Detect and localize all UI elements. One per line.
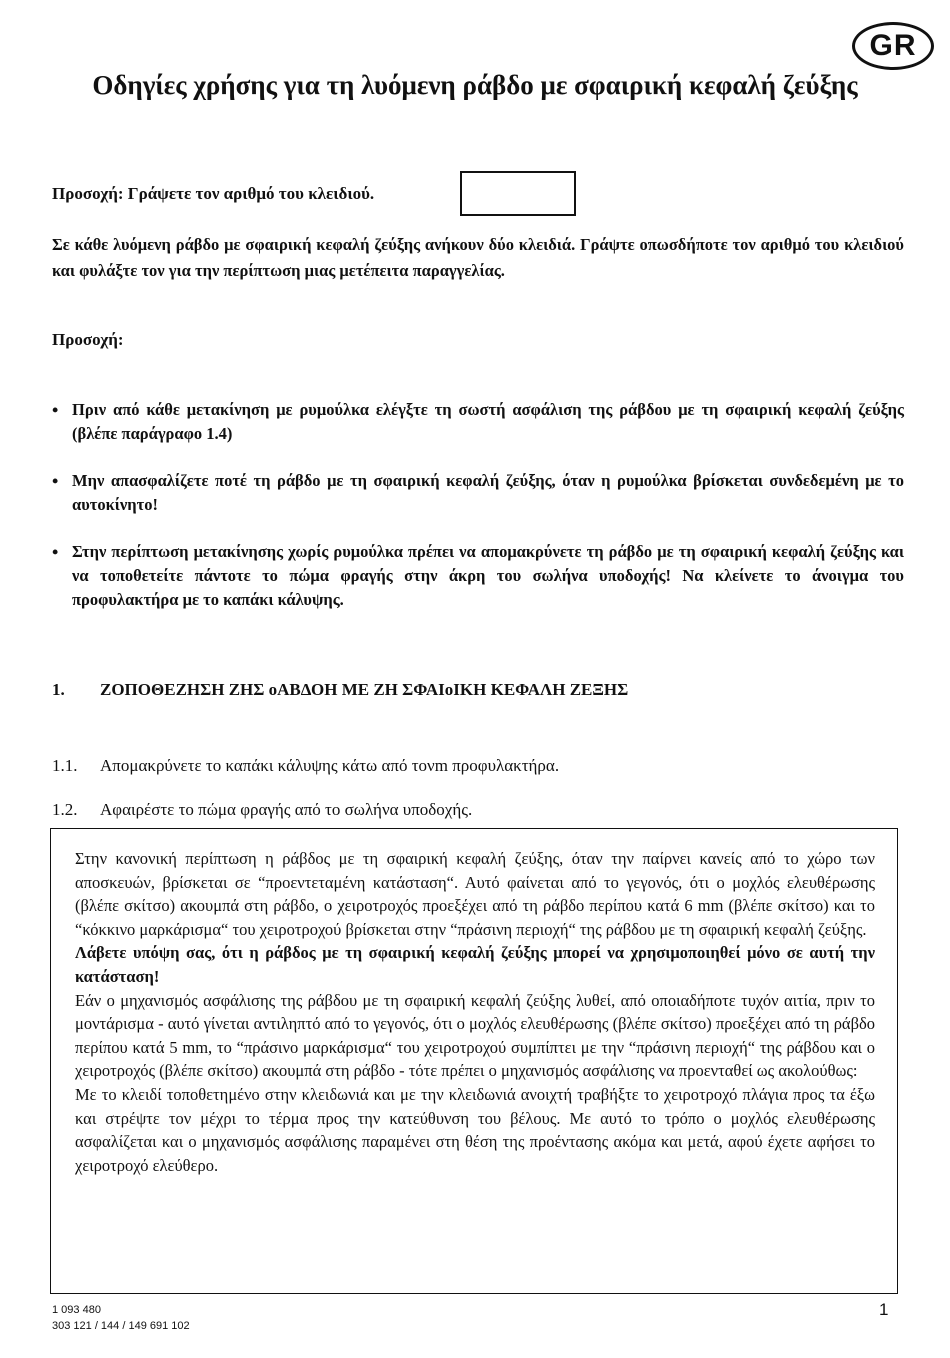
- step-number: 1.2.: [52, 800, 78, 819]
- step-text: Αφαιρέστε το πώμα φραγής από το σωλήνα υποδοχής.: [100, 800, 473, 819]
- note-paragraph: Εάν ο μηχανισμός ασφάλισης της ράβδου με τη σφαιρική κεφαλή ζεύξης λυθεί, από οποιαδήποτε τυχόν αιτία, πριν το μοντάρισμα - αυτό γίνεται αντιληπτό από το γεγονός, ότι ο μοχλός ελευθέρωσης (βλέπε σκίτσο) προεξέχει από τη ράβδο περίπου κατά 5 mm, το “πράσινο μαρκάρισμα“ του χειροτροχού συμπίπτει με την “πράσινη περιοχή“ της ράβδου και ο χειροτροχός (βλέπε σκίτσο) ακουμπά στη ράβδο - τότε πρέπει ο μηχανισμός ασφάλισης να προενταθεί ως ακολούθως:: [75, 990, 875, 1081]
- bullet-text: Στην περίπτωση μετακίνησης χωρίς ρυμούλκα πρέπει να απομακρύνετε τη ράβδο με τη σφαιρική κεφαλή ζεύξης και να τοποθετείτε πάντοτε το πώμα φραγής στην άκρη του σωλήνα υποδοχής! Να κλείνετε το άνοιγμα του προφυλακτήρα με το καπάκι κάλυψης.: [72, 542, 904, 609]
- bullet-item: [52, 469, 904, 517]
- country-badge: GR: [852, 22, 934, 70]
- note-paragraph: Στην κανονική περίπτωση η ράβδος με τη σφαιρική κεφαλή ζεύξης, όταν την παίρνει κανείς από το χώρο των αποσκευών, βρίσκεται σε “προεντεταμένη κατάσταση“. Αυτό φαίνεται από το γεγονός, ότι ο μοχλός ελευθέρωσης (βλέπε σκίτσο) ακουμπά στη ράβδο, ο χειροτροχός προεξέχει από τη ράβδο περίπου κατά 6 mm (βλέπε σκίτσο) και το “κόκκινο μαρκάρισμα“ του χειροτροχού βρίσκεται στην “πράσινη περιοχή“ της ράβδου με τη σφαιρική κεφαλή ζεύξης.: [75, 849, 875, 939]
- step-number: 1.1.: [52, 756, 78, 775]
- note-box: [50, 828, 898, 1294]
- note-paragraph: Με το κλειδί τοποθετημένο στην κλειδωνιά και με την κλειδωνιά ανοιχτή τραβήξτε το χειροτροχό πλάγια προς τα έξω και στρέψτε τον μέχρι το τέρμα προς την κατεύθυνση του βέλους. Με αυτό το τρόπο ο μοχλός ελευθέρωσης ασφαλίζεται και ο μηχανισμός ασφάλισης παραμένει στη θέση της προέντασης ακόμα και μετά, αφού έχετε αφήσει το χειροτροχό ελεύθερο.: [75, 1084, 875, 1175]
- key-number-box: [460, 171, 576, 216]
- section-heading: [52, 680, 628, 700]
- step-item: [52, 756, 559, 776]
- bullet-item: [52, 398, 904, 446]
- section-title: ΖΟΠΟΘΕΖΗΣΗ ΖΗΣ oΑΒΔΟΗ ΜΕ ΖΗ ΣΦΑΙoΙΚΗ ΚΕΦΑΛΗ ΖΕΞΗΣ: [100, 680, 629, 699]
- bullet-icon: •: [52, 471, 59, 491]
- bullet-text: Μην απασφαλίζετε ποτέ τη ράβδο με τη σφαιρική κεφαλή ζεύξης, όταν η ρυμούλκα βρίσκεται συνδεδεμένη με το αυτοκίνητο!: [72, 471, 904, 514]
- bullet-icon: •: [52, 542, 59, 562]
- bullet-text: Πριν από κάθε μετακίνηση με ρυμούλκα ελέγξτε τη σωστή ασφάλιση της ράβδου με τη σφαιρική κεφαλή ζεύξης (βλέπε παράγραφο 1.4): [72, 400, 904, 443]
- key-number-note: Προσοχή: Γράψετε τον αριθμό του κλειδιού.: [52, 184, 375, 203]
- document-code: [52, 1302, 190, 1334]
- caution-heading: Προσοχή:: [52, 330, 124, 349]
- intro-paragraph: Σε κάθε λυόμενη ράβδο με σφαιρική κεφαλή ζεύξης ανήκουν δύο κλειδιά. Γράψτε οπωσδήποτε τον αριθμό του κλειδιού και φυλάξτε τον για την περίπτωση μιας μετέπειτα παραγγελίας.: [52, 235, 904, 280]
- document-code-line: 1 093 480: [52, 1304, 101, 1316]
- step-item: [52, 800, 472, 820]
- step-text: Απομακρύνετε το καπάκι κάλυψης κάτω από τονm προφυλακτήρα.: [100, 756, 560, 775]
- page-title: Οδηγίες χρήσης για τη λυόμενη ράβδο με σφαιρική κεφαλή ζεύξης: [92, 70, 858, 100]
- note-warning: Λάβετε υπόψη σας, ότι η ράβδος με τη σφαιρική κεφαλή ζεύξης μπορεί να χρησιμοποιηθεί μόνο σε αυτή την κατάσταση!: [75, 943, 875, 986]
- bullet-icon: •: [52, 400, 59, 420]
- bullet-item: [52, 540, 904, 612]
- document-code-line: 303 121 / 144 / 149 691 102: [52, 1320, 190, 1332]
- page-number: 1: [879, 1300, 889, 1319]
- section-number: 1.: [52, 680, 65, 699]
